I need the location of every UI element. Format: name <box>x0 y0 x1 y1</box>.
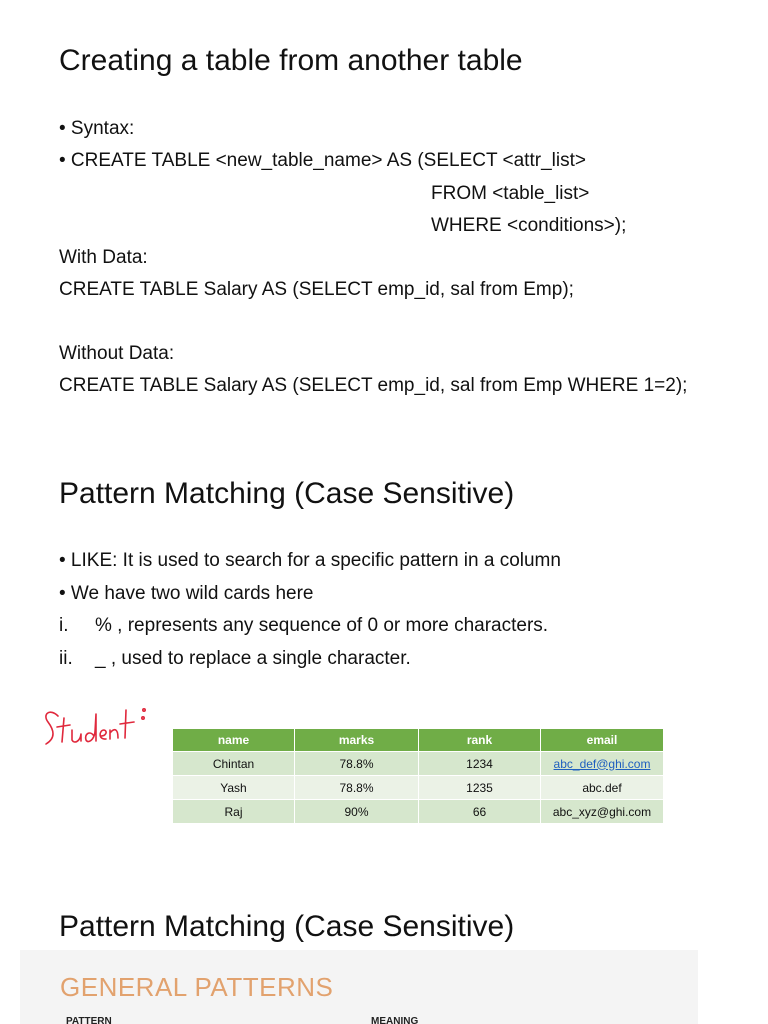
general-patterns-panel <box>20 950 698 1024</box>
table-row <box>173 800 664 824</box>
item-text: _ , used to replace a single character. <box>95 648 411 669</box>
cell-name: Chintan <box>173 752 295 776</box>
without-data-query: CREATE TABLE Salary AS (SELECT emp_id, sal from Emp WHERE 1=2); <box>59 375 688 396</box>
with-data-label: With Data: <box>59 247 148 268</box>
cell-rank: 66 <box>419 800 541 824</box>
wildcards-bullet: • We have two wild cards here <box>59 583 314 604</box>
item-number: i. <box>59 615 69 636</box>
syntax-bullet: • Syntax: <box>59 118 135 139</box>
wildcard-percent-item <box>59 615 548 637</box>
wildcard-underscore-item <box>59 648 411 670</box>
cell-marks: 78.8% <box>295 776 419 800</box>
handwritten-student-annotation <box>40 694 170 754</box>
column-header-name: name <box>173 729 295 752</box>
section-title-pattern-matching-2: Pattern Matching (Case Sensitive) <box>59 910 515 943</box>
cell-name: Raj <box>173 800 295 824</box>
cell-email <box>541 752 664 776</box>
like-bullet: • LIKE: It is used to search for a specific pattern in a column <box>59 550 561 571</box>
cell-rank: 1234 <box>419 752 541 776</box>
cell-marks: 78.8% <box>295 752 419 776</box>
cell-rank: 1235 <box>419 776 541 800</box>
create-table-syntax: • CREATE TABLE <new_table_name> AS (SELECT <attr_list> <box>59 150 586 171</box>
cell-name: Yash <box>173 776 295 800</box>
syntax-from-clause: FROM <table_list> <box>431 183 590 204</box>
cell-marks: 90% <box>295 800 419 824</box>
syntax-where-clause: WHERE <conditions>); <box>431 215 627 236</box>
cell-email: abc.def <box>541 776 664 800</box>
column-header-marks: marks <box>295 729 419 752</box>
pattern-column-header: PATTERN <box>66 1016 112 1024</box>
section-title-create-table: Creating a table from another table <box>59 44 523 77</box>
column-header-email: email <box>541 729 664 752</box>
section-title-pattern-matching: Pattern Matching (Case Sensitive) <box>59 477 515 510</box>
without-data-label: Without Data: <box>59 343 175 364</box>
table-row <box>173 752 664 776</box>
column-header-rank: rank <box>419 729 541 752</box>
meaning-column-header: MEANING <box>371 1016 419 1024</box>
student-table <box>173 729 664 823</box>
item-number: ii. <box>59 648 73 669</box>
email-link[interactable]: abc_def@ghi.com <box>553 756 651 771</box>
with-data-query: CREATE TABLE Salary AS (SELECT emp_id, sal from Emp); <box>59 279 574 300</box>
item-text: % , represents any sequence of 0 or more characters. <box>95 615 549 636</box>
table-row <box>173 776 664 800</box>
table-header-row <box>173 729 664 752</box>
cell-email: abc_xyz@ghi.com <box>541 800 664 824</box>
general-patterns-heading: GENERAL PATTERNS <box>60 972 334 1002</box>
